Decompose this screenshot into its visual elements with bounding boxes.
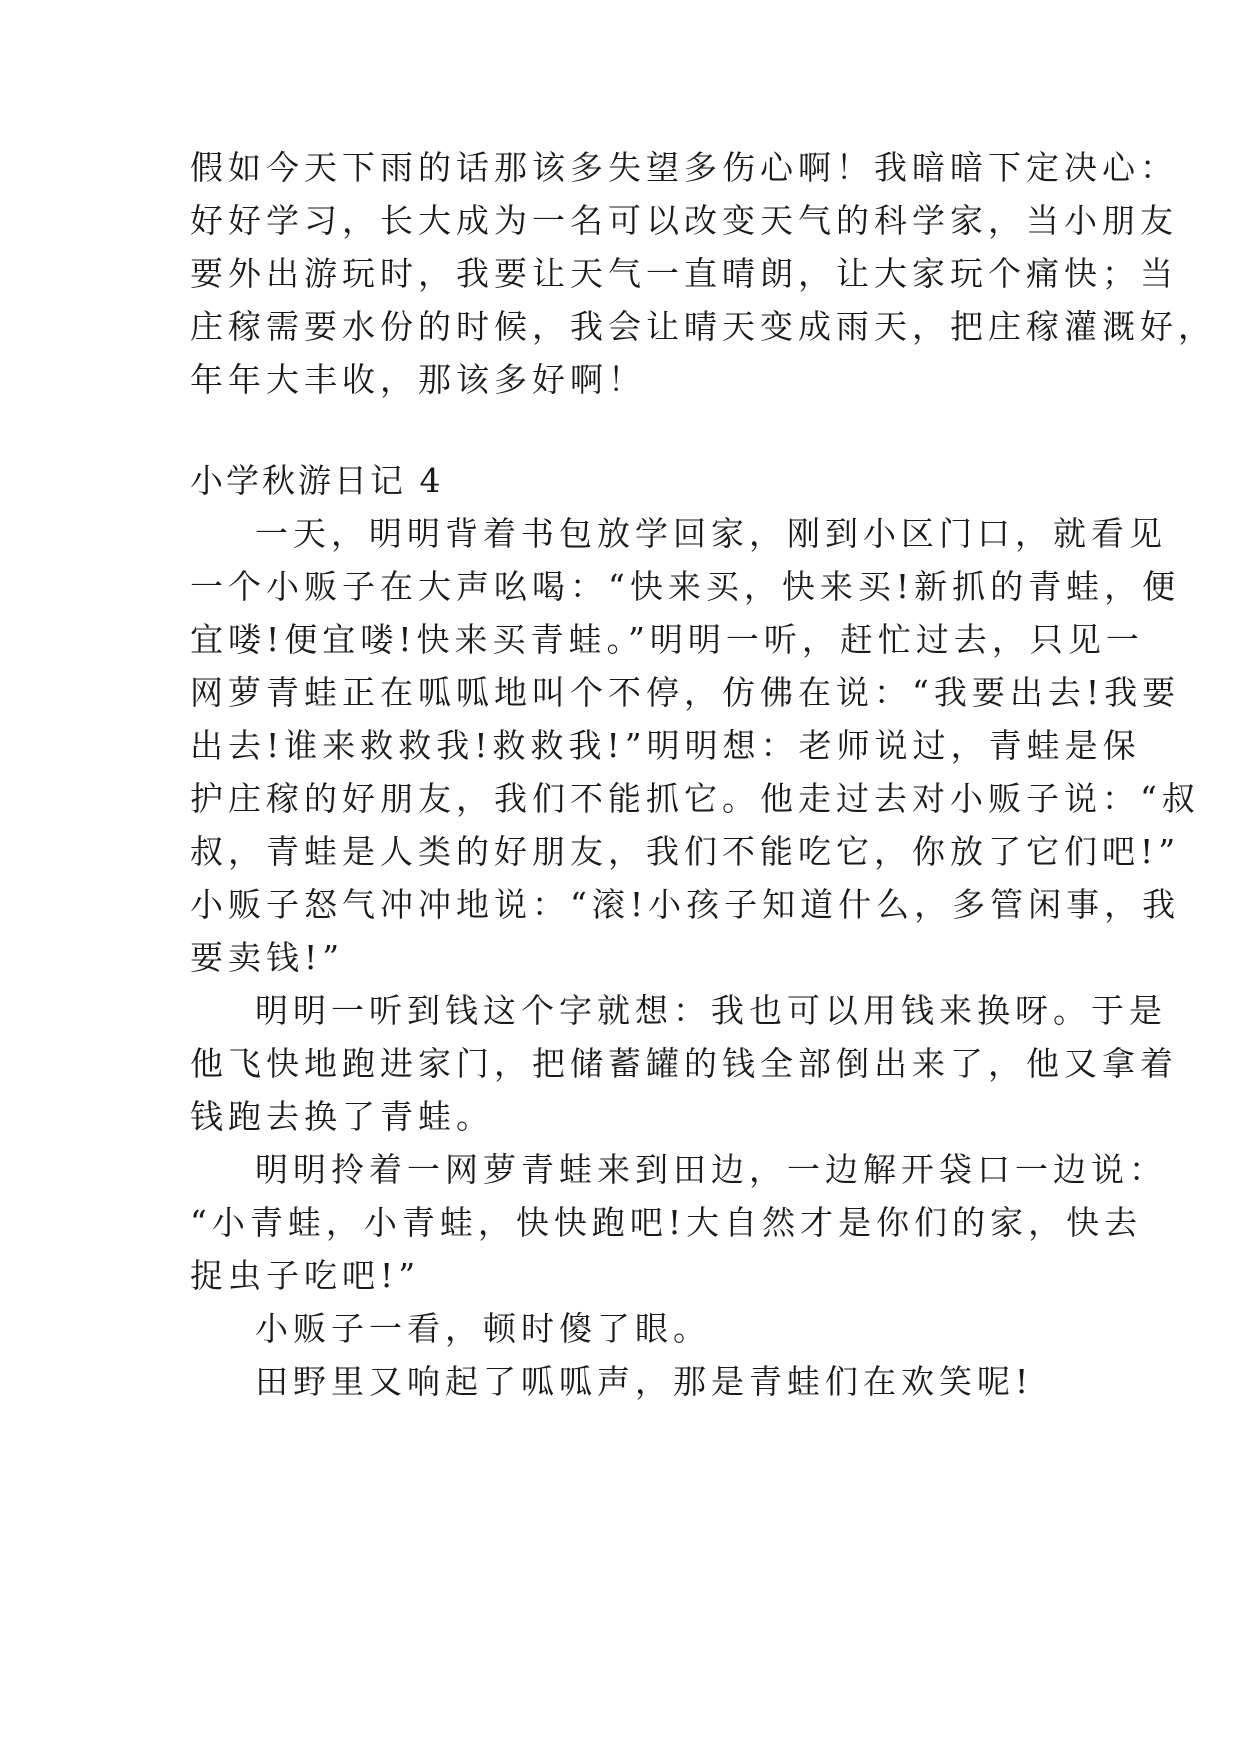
intro-line: 要外出游玩时，我要让天气一直晴朗，让大家玩个痛快；当 xyxy=(190,254,1178,293)
intro-line: 年年大丰收，那该多好啊！ xyxy=(190,360,646,399)
paragraph-line: 他飞快地跑进家门，把储蓄罐的钱全部倒出来了，他又拿着 xyxy=(190,1044,1178,1083)
paragraph-line: 钱跑去换了青蛙。 xyxy=(190,1097,494,1136)
intro-line: 假如今天下雨的话那该多失望多伤心啊！我暗暗下定决心： xyxy=(190,148,1178,187)
paragraph-line: 护庄稼的好朋友，我们不能抓它。他走过去对小贩子说：“叔 xyxy=(190,779,1200,818)
intro-line: 好好学习，长大成为一名可以改变天气的科学家，当小朋友 xyxy=(190,201,1178,240)
paragraph-line: 田野里又响起了呱呱声，那是青蛙们在欢笑呢! xyxy=(255,1362,1034,1401)
paragraph-line: “小青蛙，小青蛙，快快跑吧!大自然才是你们的家，快去 xyxy=(190,1203,1143,1242)
paragraph-line: 出去!谁来救救我!救救我!”明明想：老师说过，青蛙是保 xyxy=(190,726,1141,765)
paragraph-line: 明明一听到钱这个字就想：我也可以用钱来换呀。于是 xyxy=(255,991,1167,1030)
paragraph-line: 宜喽!便宜喽!快来买青蛙。”明明一听，赶忙过去，只见一 xyxy=(190,620,1144,659)
paragraph-line: 一个小贩子在大声吆喝：“快来买，快来买!新抓的青蛙，便 xyxy=(190,567,1181,606)
paragraph-line: 要卖钱!” xyxy=(190,938,345,977)
paragraph-line: 网萝青蛙正在呱呱地叫个不停，仿佛在说：“我要出去!我要 xyxy=(190,673,1181,712)
paragraph-line: 小贩子一看，顿时傻了眼。 xyxy=(255,1309,711,1348)
paragraph-line: 捉虫子吃吧!” xyxy=(190,1256,421,1295)
paragraph-line: 叔，青蛙是人类的好朋友，我们不能吃它，你放了它们吧!” xyxy=(190,832,1181,871)
section-title: 小学秋游日记 4 xyxy=(190,461,444,500)
paragraph-line: 明明拎着一网萝青蛙来到田边，一边解开袋口一边说： xyxy=(255,1150,1167,1189)
paragraph-line: 小贩子怒气冲冲地说：“滚!小孩子知道什么，多管闲事，我 xyxy=(190,885,1181,924)
paragraph-line: 一天，明明背着书包放学回家，刚到小区门口，就看见 xyxy=(255,514,1167,553)
intro-line: 庄稼需要水份的时候，我会让晴天变成雨天，把庄稼灌溉好， xyxy=(190,307,1216,346)
